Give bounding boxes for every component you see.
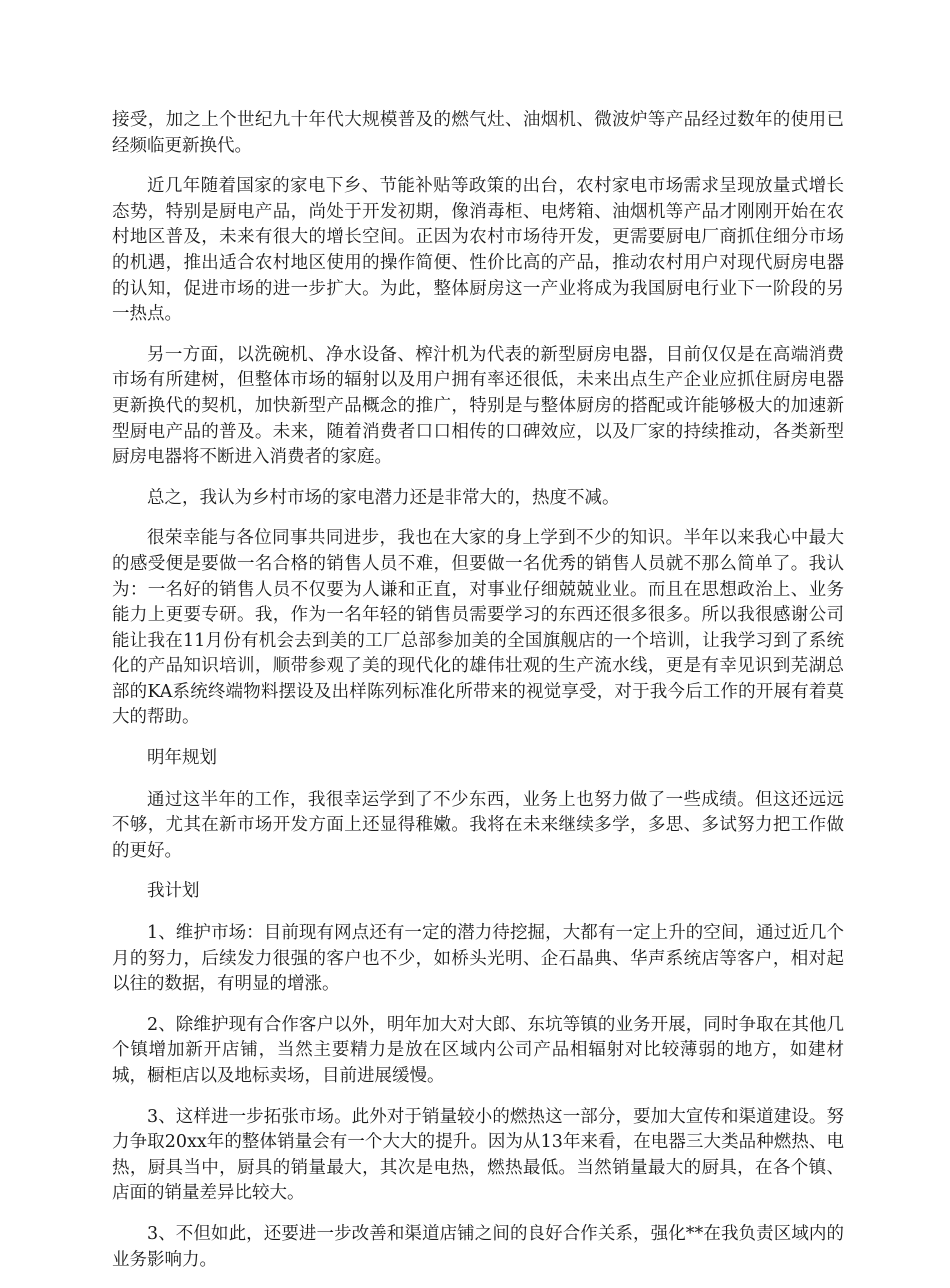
paragraph-intro-continuation: 接受，加之上个世纪九十年代大规模普及的燃气灶、油烟机、微波炉等产品经过数年的使用已经频临更新换代。	[112, 110, 844, 156]
section-heading-my-plan: 我计划	[147, 881, 200, 902]
paragraph-half-year-summary: 通过这半年的工作，我很幸运学到了不少东西，业务上也努力做了一些成绩。但这还远远不够，尤其在新市场开发方面上还显得稚嫩。我将在未来继续多学，多思、多试努力把工作做的更好。	[112, 789, 844, 861]
document-body	[112, 108, 844, 1288]
paragraph-personal-growth: 很荣幸能与各位同事共同进步，我也在大家的身上学到不少的知识。半年以来我心中最大的感受便是要做一名合格的销售人员不难，但要做一名优秀的销售人员就不那么简单了。我认为：一名好的销售人员不仅要为人谦和正直，对事业仔细兢兢业业。而且在思想政治上、业务能力上更要专研。我，作为一名年轻的销售员需要学习的东西还很多很多。所以我很感谢公司能让我在11月份有机会去到美的工厂总部参加美的全国旗舰店的一个培训，让我学习到了系统化的产品知识培训，顺带参观了美的现代化的雄伟壮观的生产流水线，更是有幸见识到芜湖总部的KA系统终端物料摆设及出样陈列标准化所带来的视觉享受，对于我今后工作的开展有着莫大的帮助。	[112, 528, 844, 728]
plan-item-expand-towns: 2、除维护现有合作客户以外，明年加大对大郎、东坑等镇的业务开展，同时争取在其他几个镇增加新开店铺，当然主要精力是放在区域内公司产品相辐射对比较薄弱的地方，如建材城，橱柜店以及地标卖场，目前进展缓慢。	[112, 1014, 844, 1086]
paragraph-conclusion: 总之，我认为乡村市场的家电潜力还是非常大的，热度不减。	[147, 487, 620, 508]
plan-item-channel-cooperation: 3、不但如此，还要进一步改善和渠道店铺之间的良好合作关系，强化**在我负责区域内的业务影响力。	[112, 1223, 844, 1270]
plan-item-maintain-market: 1、维护市场：目前现有网点还有一定的潜力待挖掘，大都有一定上升的空间，通过近几个月的努力，后续发力很强的客户也不少，如桥头光明、企石晶典、华声系统店等客户，相对起以往的数据，有明显的增涨。	[112, 923, 844, 995]
paragraph-new-appliances: 另一方面，以洗碗机、净水设备、榨汁机为代表的新型厨房电器，目前仅仅是在高端消费市场有所建树，但整体市场的辐射以及用户拥有率还很低，未来出点生产企业应抓住厨房电器更新换代的契机，加快新型产品概念的推广，特别是与整体厨房的搭配或许能够极大的加速新型厨电产品的普及。未来，随着消费者口口相传的口碑效应，以及厂家的持续推动，各类新型厨房电器将不断进入消费者的家庭。	[112, 344, 844, 468]
section-heading-next-year-plan: 明年规划	[147, 748, 217, 769]
paragraph-rural-market: 近几年随着国家的家电下乡、节能补贴等政策的出台，农村家电市场需求呈现放量式增长态势，特别是厨电产品，尚处于开发初期，像消毒柜、电烤箱、油烟机等产品才刚刚开始在农村地区普及，未来有很大的增长空间。正因为农村市场待开发，更需要厨电厂商抓住细分市场的机遇，推出适合农村地区使用的操作简便、性价比高的产品，推动农村用户对现代厨房电器的认知，促进市场的进一步扩大。为此，整体厨房这一产业将成为我国厨电行业下一阶段的另一热点。	[112, 176, 844, 325]
plan-item-expand-market: 3、这样进一步拓张市场。此外对于销量较小的燃热这一部分，要加大宣传和渠道建设。努力争取20xx年的整体销量会有一个大大的提升。因为从13年来看，在电器三大类品种燃热、电热，厨具当中，厨具的销量最大，其次是电热，燃热最低。当然销量最大的厨具，在各个镇、店面的销量差异比较大。	[112, 1106, 844, 1204]
